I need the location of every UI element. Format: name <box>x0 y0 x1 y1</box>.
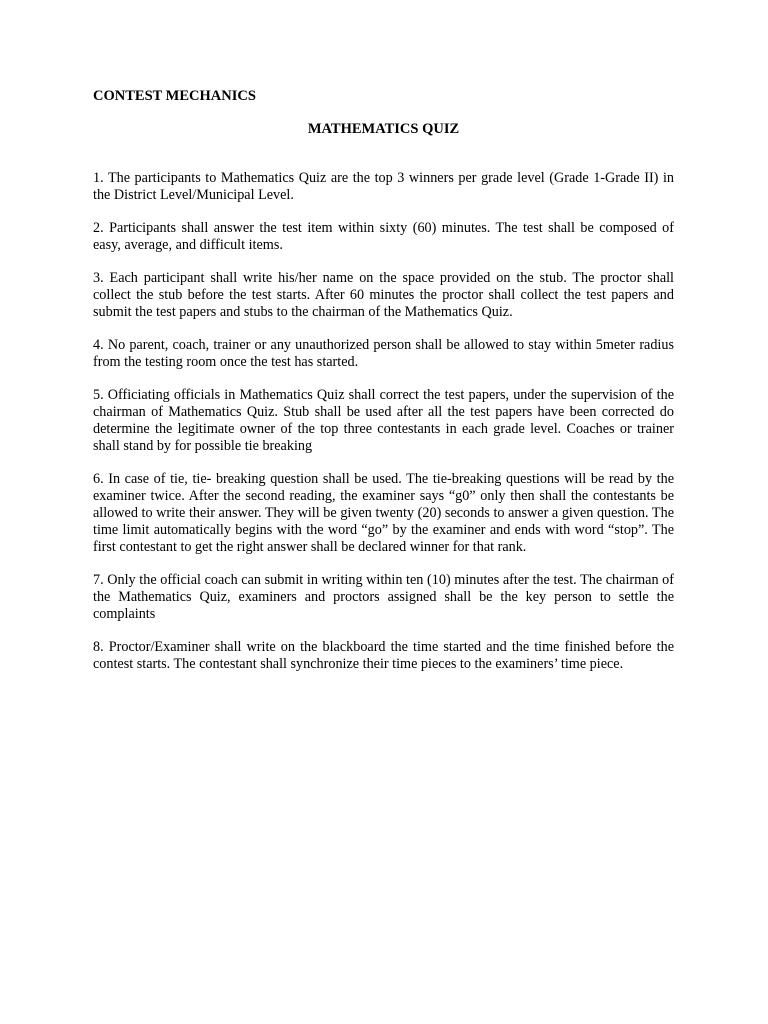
document-heading: CONTEST MECHANICS <box>93 88 256 104</box>
rule-item-4: 4. No parent, coach, trainer or any unauthorized person shall be allowed to stay within 5meter radius from the testing room once the test has started. <box>93 337 674 370</box>
document-subheading: MATHEMATICS QUIZ <box>307 121 460 137</box>
document-body <box>93 87 674 689</box>
rule-item-7: 7. Only the official coach can submit in writing within ten (10) minutes after the test. The chairman of the Mathematics Quiz, examiners and proctors assigned shall be the key person to settle the complaints <box>93 572 674 622</box>
rule-item-6: 6. In case of tie, tie- breaking question shall be used. The tie-breaking questions will be read by the examiner twice. After the second reading, the examiner says “g0” only then shall the contestants be allowed to write their answer. They will be given twenty (20) seconds to answer a given question. The time limit automatically begins with the word “go” by the examiner and ends with word “stop”. The first contestant to get the right answer shall be declared winner for that rank. <box>93 471 674 555</box>
rules-list <box>93 170 674 673</box>
rule-item-3: 3. Each participant shall write his/her name on the space provided on the stub. The proctor shall collect the stub before the test starts. After 60 minutes the proctor shall collect the test papers and submit the test papers and stubs to the chairman of the Mathematics Quiz. <box>93 270 674 320</box>
rule-item-1: 1. The participants to Mathematics Quiz are the top 3 winners per grade level (Grade 1-Grade II) in the District Level/Municipal Level. <box>93 170 674 203</box>
rule-item-8: 8. Proctor/Examiner shall write on the blackboard the time started and the time finished before the contest starts. The contestant shall synchronize their time pieces to the examiners’ time piece. <box>93 639 674 672</box>
rule-item-5: 5. Officiating officials in Mathematics Quiz shall correct the test papers, under the supervision of the chairman of Mathematics Quiz. Stub shall be used after all the test papers have been corrected do determine the legitimate owner of the top three contestants in each grade level. Coaches or trainer shall stand by for possible tie breaking <box>93 387 674 454</box>
rule-item-2: 2. Participants shall answer the test item within sixty (60) minutes. The test shall be composed of easy, average, and difficult items. <box>93 220 674 253</box>
